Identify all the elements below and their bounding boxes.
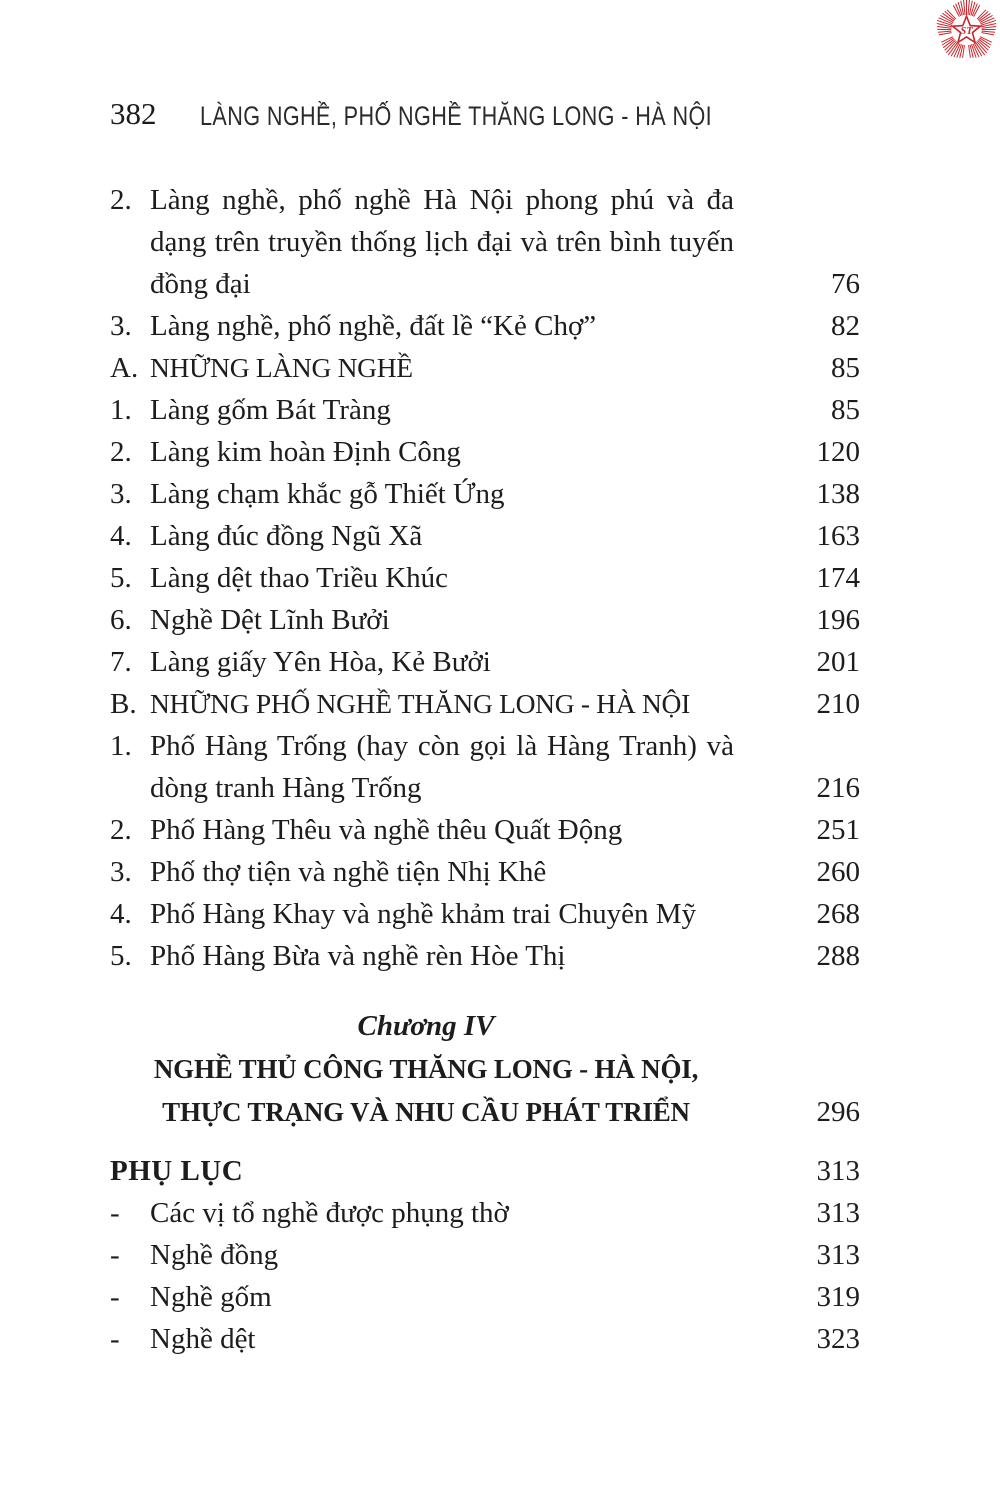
toc-item-row-page: 251 <box>816 814 860 846</box>
appendix-item-row-page: 313 <box>816 1239 860 1271</box>
toc-item-row-number: 6. <box>110 604 132 636</box>
toc-item-row-number: 1. <box>110 730 132 762</box>
toc-item-row <box>110 641 860 683</box>
toc-item-row-number: 5. <box>110 562 132 594</box>
toc-item-row <box>110 431 860 473</box>
toc-item-row-number: 2. <box>110 184 132 216</box>
toc-item-row-number: 2. <box>110 436 132 468</box>
toc-item-row <box>110 809 860 851</box>
toc-item-row-title: Làng nghề, phố nghề, đất lề “Kẻ Chợ” <box>150 310 597 342</box>
toc-item-row-title: Làng dệt thao Triều Khúc <box>150 562 449 594</box>
toc-item-row <box>110 725 860 809</box>
chapter-title-line-1: NGHỀ THỦ CÔNG THĂNG LONG - HÀ NỘI, <box>153 1054 699 1084</box>
toc-item-row-number: 5. <box>110 940 132 972</box>
toc-item-row-title: Làng chạm khắc gỗ Thiết Ứng <box>150 478 505 510</box>
toc-section-row-page: 210 <box>816 688 860 720</box>
toc-item-row-page: 288 <box>816 940 860 972</box>
chapter-heading <box>110 1005 792 1134</box>
toc-item-row-number: 3. <box>110 478 132 510</box>
running-title-text: LÀNG NGHỀ, PHỐ NGHỀ THĂNG LONG - HÀ NỘI <box>199 101 713 131</box>
appendix-heading-row <box>110 1150 860 1192</box>
toc-item-row-number: 2. <box>110 814 132 846</box>
chapter-title-line-2: THỰC TRẠNG VÀ NHU CẦU PHÁT TRIỂN <box>162 1097 690 1127</box>
toc-item-row-page: 138 <box>816 478 860 510</box>
toc-item-row-page: 174 <box>816 562 860 594</box>
toc-item-row-page: 201 <box>816 646 860 678</box>
page-header <box>110 96 860 138</box>
toc-section-row <box>110 347 860 389</box>
chapter-page-number: 296 <box>816 1096 860 1128</box>
toc-section-row-title: NHỮNG PHỐ NGHỀ THĂNG LONG - HÀ NỘI <box>150 688 690 719</box>
appendix-item-row-number: - <box>110 1239 120 1271</box>
toc-item-row-page: 260 <box>816 856 860 888</box>
appendix-heading-page: 313 <box>816 1155 860 1187</box>
toc-item-row <box>110 305 860 347</box>
appendix-item-row-page: 313 <box>816 1197 860 1229</box>
publisher-starburst-logo-icon <box>933 0 1000 63</box>
appendix-item-row-number: - <box>110 1197 120 1229</box>
toc-item-row <box>110 389 860 431</box>
toc-item-row-number: 7. <box>110 646 132 678</box>
toc-item-row-page: 85 <box>831 394 860 426</box>
toc-item-row <box>110 851 860 893</box>
toc-item-row-page: 120 <box>816 436 860 468</box>
running-title <box>110 101 802 131</box>
toc-item-row <box>110 599 860 641</box>
toc-item-row <box>110 893 860 935</box>
toc-item-row <box>110 179 860 305</box>
toc-section-row-number: B. <box>110 688 137 720</box>
appendix-item-row <box>110 1318 860 1360</box>
toc-item-row-title: Làng kim hoàn Định Công <box>150 436 461 468</box>
toc-item-row-page: 196 <box>816 604 860 636</box>
svg-text:ST: ST <box>960 25 973 37</box>
appendix-item-row <box>110 1192 860 1234</box>
toc-item-row-title: Làng nghề, phố nghề Hà Nội phong phú và đa dạng trên truyền thống lịch đại và trên bình tuyến đồng đại <box>150 184 734 300</box>
chapter-kicker: Chương IV <box>357 1010 495 1042</box>
toc-item-row <box>110 557 860 599</box>
toc-item-row-title: Phố thợ tiện và nghề tiện Nhị Khê <box>150 856 547 888</box>
toc-item-row-title: Phố Hàng Khay và nghề khảm trai Chuyên Mỹ <box>150 898 697 930</box>
toc-item-row-number: 3. <box>110 310 132 342</box>
toc-item-row-title: Phố Hàng Thêu và nghề thêu Quất Động <box>150 814 623 846</box>
toc-item-row-title: Làng đúc đồng Ngũ Xã <box>150 520 423 552</box>
appendix-item-row-title: Các vị tổ nghề được phụng thờ <box>150 1197 509 1229</box>
appendix-item-row-page: 319 <box>816 1281 860 1313</box>
toc-item-row-page: 216 <box>816 772 860 804</box>
toc-item-row-page: 163 <box>816 520 860 552</box>
toc-item-row-title: Nghề Dệt Lĩnh Bưởi <box>150 604 390 636</box>
toc-section-row <box>110 683 860 725</box>
toc-section-row-title: NHỮNG LÀNG NGHỀ <box>150 352 413 383</box>
toc-item-row-number: 3. <box>110 856 132 888</box>
toc-section-row-page: 85 <box>831 352 860 384</box>
toc-item-row-number: 4. <box>110 898 132 930</box>
chapter-block <box>110 1005 860 1134</box>
appendix-item-row-number: - <box>110 1323 120 1355</box>
appendix-item-row <box>110 1234 860 1276</box>
toc-item-row-page: 76 <box>831 268 860 300</box>
toc-item-row-title: Làng giấy Yên Hòa, Kẻ Bưởi <box>150 646 491 678</box>
toc-item-row-number: 4. <box>110 520 132 552</box>
toc-item-row-title: Phố Hàng Bừa và nghề rèn Hòe Thị <box>150 940 566 972</box>
appendix-item-row-title: Nghề gốm <box>150 1281 272 1313</box>
appendix-heading: PHỤ LỤC <box>110 1155 244 1187</box>
toc-item-row <box>110 515 860 557</box>
toc-item-row <box>110 473 860 515</box>
toc-item-row-title: Phố Hàng Trống (hay còn gọi là Hàng Tranh) và dòng tranh Hàng Trống <box>150 730 734 804</box>
appendix-item-row-title: Nghề đồng <box>150 1239 279 1271</box>
toc-item-row <box>110 935 860 977</box>
appendix-item-row-title: Nghề dệt <box>150 1323 256 1355</box>
appendix-item-row <box>110 1276 860 1318</box>
toc-item-row-title: Làng gốm Bát Tràng <box>150 394 391 426</box>
toc-list <box>110 179 860 1360</box>
appendix-item-row-number: - <box>110 1281 120 1313</box>
toc-item-row-page: 82 <box>831 310 860 342</box>
appendix-item-row-page: 323 <box>816 1323 860 1355</box>
toc-section-row-number: A. <box>110 352 139 384</box>
toc-item-row-number: 1. <box>110 394 132 426</box>
toc-item-row-page: 268 <box>816 898 860 930</box>
page-number: 382 <box>110 96 157 131</box>
